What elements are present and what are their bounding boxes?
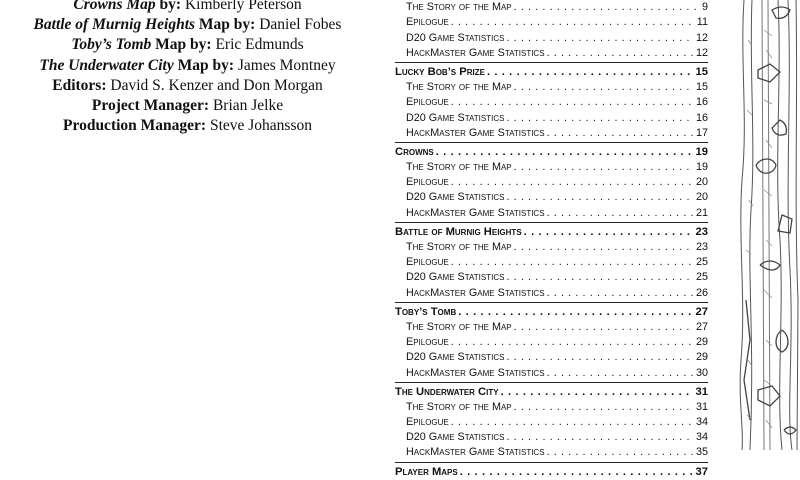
toc-entry-page-number: 19	[696, 160, 708, 175]
toc-entry	[395, 255, 708, 270]
credit-line	[0, 56, 375, 76]
toc-entry-label: D20 Game Statistics	[406, 350, 504, 365]
toc-entry	[395, 445, 708, 460]
credit-role: Map by:	[151, 36, 211, 53]
toc-entry-page-number: 12	[696, 31, 708, 46]
toc-section-title-label: Battle of Murnig Heights	[395, 225, 522, 240]
toc-entry-label: The Story of the Map	[406, 320, 512, 335]
credit-name: Steve Johansson	[206, 117, 312, 134]
toc-entry	[395, 160, 708, 175]
toc-entry-page-number: 17	[696, 126, 708, 141]
dot-leader	[458, 305, 693, 320]
table-of-contents	[395, 0, 708, 480]
toc-entry-page-number: 16	[696, 111, 708, 126]
toc-entry	[395, 430, 708, 445]
toc-entry-page-number: 20	[696, 175, 708, 190]
toc-entry-label: Epilogue	[406, 255, 449, 270]
toc-entry-page-number: 11	[697, 15, 708, 30]
credit-name: Daniel Fobes	[255, 16, 341, 33]
credit-map-title: Battle of Murnig Heights	[34, 16, 196, 33]
credit-role: Project Manager:	[92, 97, 209, 114]
toc-entry	[395, 270, 708, 285]
toc-entry-page-number: 23	[696, 240, 708, 255]
dot-leader	[501, 385, 694, 400]
toc-entry	[395, 80, 708, 95]
toc-entry	[395, 350, 708, 365]
credit-role: Production Manager:	[63, 117, 206, 134]
section-divider	[395, 142, 708, 143]
toc-section-title-label: Player Maps	[395, 465, 458, 480]
toc-entry-label: Epilogue	[406, 415, 449, 430]
toc-entry	[395, 126, 708, 141]
dot-leader	[436, 145, 694, 160]
section-divider	[395, 62, 708, 63]
dot-leader	[514, 320, 694, 335]
toc-entry-label: D20 Game Statistics	[406, 31, 504, 46]
toc-entry-page-number: 27	[696, 320, 708, 335]
toc-section-title-label: Toby’s Tomb	[395, 305, 456, 320]
toc-entry-label: HackMaster Game Statistics	[406, 126, 545, 141]
credit-name: James Montney	[234, 57, 336, 74]
toc-section-title-label: The Underwater City	[395, 385, 499, 400]
decorative-border-art	[722, 0, 800, 450]
toc-entry	[395, 335, 708, 350]
dot-leader	[506, 190, 694, 205]
dot-leader	[514, 160, 694, 175]
credit-line	[0, 15, 375, 35]
dot-leader	[547, 46, 694, 61]
credit-map-title: The Underwater City	[39, 57, 173, 74]
credit-line	[0, 35, 375, 55]
toc-entry-label: The Story of the Map	[406, 240, 512, 255]
toc-entry-label: Epilogue	[406, 175, 449, 190]
toc-entry	[395, 320, 708, 335]
dot-leader	[451, 415, 694, 430]
toc-entry	[395, 240, 708, 255]
dot-leader	[506, 350, 694, 365]
toc-entry-page-number: 9	[702, 0, 708, 15]
toc-entry-label: Epilogue	[406, 15, 449, 30]
credit-map-title: Crowns Map	[73, 0, 155, 13]
toc-entry-label: HackMaster Game Statistics	[406, 206, 545, 221]
section-divider	[395, 222, 708, 223]
credit-name: Eric Edmunds	[212, 36, 304, 53]
toc-section	[395, 385, 708, 463]
toc-section-title-page-number: 37	[696, 465, 708, 480]
section-divider	[395, 302, 708, 303]
dot-leader	[547, 366, 694, 381]
toc-entry	[395, 95, 708, 110]
toc-entry-label: Epilogue	[406, 335, 449, 350]
dot-leader	[451, 95, 694, 110]
dot-leader	[524, 225, 694, 240]
toc-entry-label: The Story of the Map	[406, 160, 512, 175]
dot-leader	[547, 126, 694, 141]
toc-entry	[395, 206, 708, 221]
credit-line	[0, 116, 375, 136]
toc-section-title-label: Crowns	[395, 145, 434, 160]
toc-section-title-page-number: 15	[696, 65, 708, 80]
toc-entry	[395, 175, 708, 190]
toc-entry-label: The Story of the Map	[406, 80, 512, 95]
dot-leader	[547, 286, 694, 301]
toc-entry-page-number: 34	[696, 415, 708, 430]
toc-section	[395, 465, 708, 480]
toc-section-title	[395, 225, 708, 240]
dot-leader	[487, 65, 694, 80]
toc-entry-page-number: 21	[696, 206, 708, 221]
toc-entry	[395, 15, 708, 30]
toc-entry	[395, 111, 708, 126]
credit-role: Editors:	[52, 77, 106, 94]
credit-role: Map by:	[195, 16, 255, 33]
toc-entry-label: D20 Game Statistics	[406, 430, 504, 445]
credit-line	[0, 96, 375, 116]
toc-entry-label: HackMaster Game Statistics	[406, 46, 545, 61]
toc-entry-page-number: 25	[696, 270, 708, 285]
toc-entry	[395, 366, 708, 381]
toc-section-title	[395, 465, 708, 480]
toc-section-title-page-number: 19	[696, 145, 708, 160]
toc-entry-label: HackMaster Game Statistics	[406, 445, 545, 460]
dot-leader	[460, 465, 694, 480]
toc-section-title-label: Lucky Bob’s Prize	[395, 65, 485, 80]
toc-entry-page-number: 12	[696, 46, 708, 61]
toc-entry-label: HackMaster Game Statistics	[406, 286, 545, 301]
toc-entry	[395, 31, 708, 46]
toc-entry-page-number: 35	[696, 445, 708, 460]
dot-leader	[506, 31, 694, 46]
toc-section-title	[395, 65, 708, 80]
toc-section	[395, 65, 708, 143]
toc-section-title	[395, 305, 708, 320]
credits-block	[0, 0, 375, 136]
toc-entry-page-number: 31	[696, 400, 708, 415]
toc-section	[395, 225, 708, 303]
dot-leader	[514, 0, 700, 15]
toc-entry-label: Epilogue	[406, 95, 449, 110]
dot-leader	[506, 111, 694, 126]
toc-entry-page-number: 29	[696, 335, 708, 350]
dot-leader	[451, 255, 694, 270]
toc-section	[395, 305, 708, 383]
toc-entry-page-number: 20	[696, 190, 708, 205]
toc-entry	[395, 415, 708, 430]
toc-entry	[395, 286, 708, 301]
toc-entry-page-number: 29	[696, 350, 708, 365]
toc-entry	[395, 400, 708, 415]
toc-entry	[395, 46, 708, 61]
credit-map-title: Toby’s Tomb	[71, 36, 151, 53]
credit-role: by:	[156, 0, 181, 13]
credit-name: Brian Jelke	[209, 97, 283, 114]
dot-leader	[514, 400, 694, 415]
dot-leader	[506, 270, 694, 285]
dot-leader	[506, 430, 694, 445]
toc-entry-label: D20 Game Statistics	[406, 111, 504, 126]
toc-entry-page-number: 30	[696, 366, 708, 381]
toc-section-title	[395, 145, 708, 160]
toc-section-title-page-number: 27	[696, 305, 708, 320]
dot-leader	[451, 15, 695, 30]
toc-section	[395, 0, 708, 63]
toc-entry	[395, 0, 708, 15]
credit-role: Map by:	[174, 57, 234, 74]
credit-line	[0, 0, 375, 15]
toc-entry-page-number: 16	[696, 95, 708, 110]
dot-leader	[547, 445, 694, 460]
section-divider	[395, 462, 708, 463]
credit-name: Kimberly Peterson	[181, 0, 302, 13]
toc-entry-page-number: 15	[696, 80, 708, 95]
toc-section	[395, 145, 708, 223]
toc-section-title-page-number: 23	[696, 225, 708, 240]
toc-entry-page-number: 25	[696, 255, 708, 270]
toc-entry-page-number: 34	[696, 430, 708, 445]
dot-leader	[547, 206, 694, 221]
toc-entry	[395, 190, 708, 205]
toc-entry-page-number: 26	[696, 286, 708, 301]
toc-section-title	[395, 385, 708, 400]
toc-entry-label: D20 Game Statistics	[406, 190, 504, 205]
credit-name: David S. Kenzer and Don Morgan	[107, 77, 323, 94]
dot-leader	[514, 240, 694, 255]
toc-entry-label: The Story of the Map	[406, 400, 512, 415]
dot-leader	[451, 335, 694, 350]
section-divider	[395, 382, 708, 383]
dot-leader	[451, 175, 694, 190]
dot-leader	[514, 80, 694, 95]
toc-entry-label: HackMaster Game Statistics	[406, 366, 545, 381]
toc-entry-label: D20 Game Statistics	[406, 270, 504, 285]
toc-entry-label: The Story of the Map	[406, 0, 512, 15]
toc-section-title-page-number: 31	[696, 385, 708, 400]
credit-line	[0, 76, 375, 96]
